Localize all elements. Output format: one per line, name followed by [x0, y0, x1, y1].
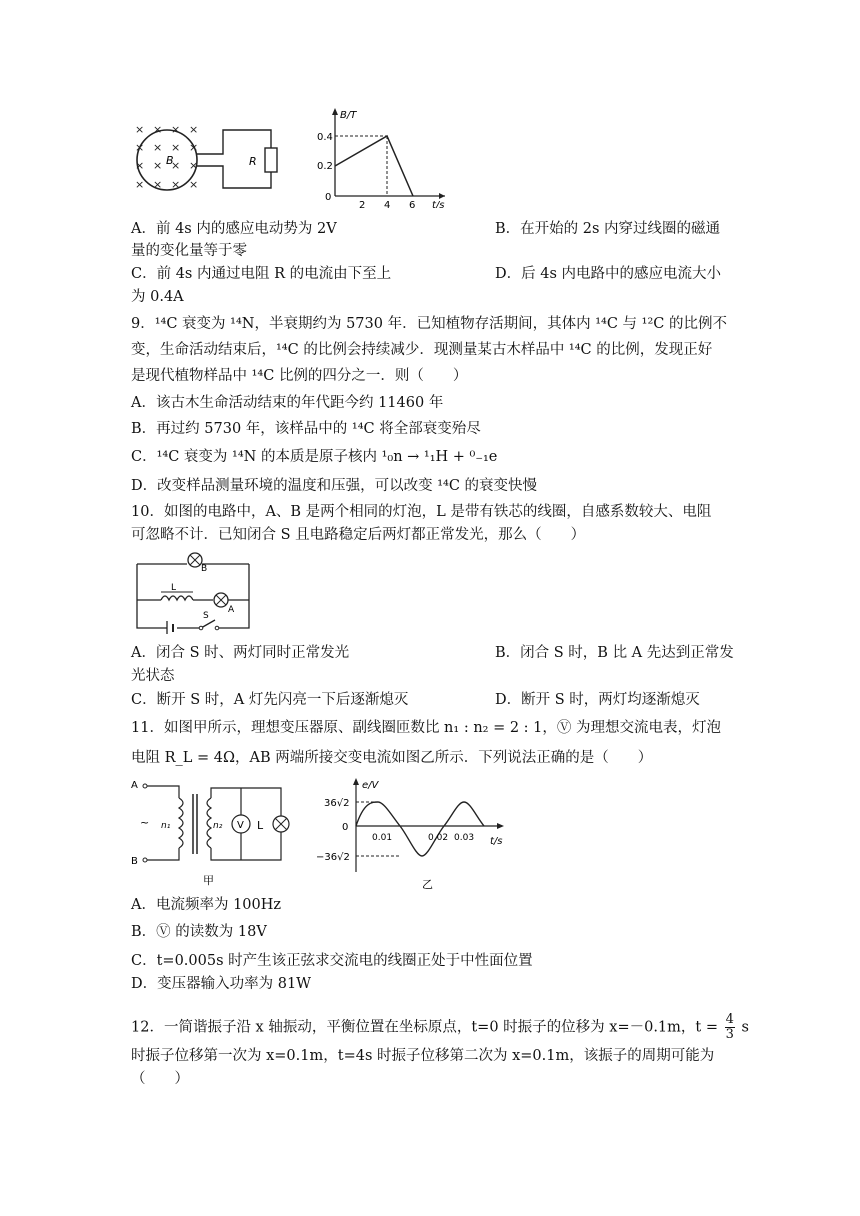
tick-0: 0	[325, 192, 332, 203]
tick-2: 2	[359, 200, 366, 208]
q8-bt-graph	[315, 104, 455, 208]
q10-option-a-line1: A．闭合 S 时、两灯同时正常发光	[131, 645, 350, 661]
svg-text:×: ×	[189, 141, 199, 154]
q11-stem-line2: 电阻 R_L = 4Ω，AB 两端所接交变电流如图乙所示．下列说法正确的是（ ）	[131, 750, 653, 766]
q8-option-b-line2: 量的变化量等于零	[131, 243, 247, 259]
svg-text:A: A	[228, 605, 235, 615]
q8-option-d-line1: D．后 4s 内电路中的感应电流大小	[495, 266, 722, 282]
caption-jia: 甲	[203, 874, 214, 887]
q10-circuit	[131, 548, 253, 634]
svg-text:V: V	[237, 820, 244, 831]
primary-coil	[179, 798, 183, 848]
coil-b-label: B	[166, 154, 174, 167]
tick-4: 4	[384, 200, 391, 208]
graph-x-axis-label: t/s	[432, 200, 445, 208]
svg-text:B: B	[131, 856, 138, 867]
coil-leads	[197, 130, 271, 188]
q12-stem-line3: （ ）	[131, 1071, 189, 1087]
svg-text:×: ×	[171, 141, 181, 154]
svg-text:×: ×	[135, 141, 145, 154]
svg-text:36√2: 36√2	[324, 798, 350, 809]
svg-text:0.01: 0.01	[372, 833, 393, 843]
b-field-line	[335, 136, 413, 196]
q10-stem-line2: 可忽略不计．已知闭合 S 且电路稳定后两灯都正常发光，那么（ ）	[131, 527, 586, 543]
svg-text:×: ×	[171, 123, 181, 136]
q10-option-c: C．断开 S 时，A 灯先闪亮一下后逐渐熄灭	[131, 692, 409, 708]
svg-text:S: S	[203, 611, 209, 621]
q11-emf-graph	[312, 776, 512, 892]
svg-text:−36√2: −36√2	[316, 852, 350, 863]
svg-text:×: ×	[153, 141, 163, 154]
q9-option-b: B．再过约 5730 年，该样品中的 ¹⁴C 将全部衰变殆尽	[131, 421, 481, 437]
svg-text:×: ×	[153, 123, 163, 136]
svg-text:×: ×	[135, 123, 145, 136]
svg-text:L: L	[171, 583, 177, 593]
svg-text:×: ×	[171, 178, 181, 191]
resistor	[265, 148, 277, 172]
q11-transformer-figure	[131, 776, 296, 888]
graph-y-axis-label: B/T	[340, 110, 357, 121]
svg-text:t/s: t/s	[490, 836, 503, 847]
resistor-label: R	[249, 155, 257, 168]
svg-text:×: ×	[189, 159, 199, 172]
svg-text:n₁: n₁	[161, 821, 171, 831]
svg-text:×: ×	[171, 159, 181, 172]
svg-text:×: ×	[189, 178, 199, 191]
svg-text:~: ~	[140, 816, 150, 829]
q12-stem-line1: 12．一简谐振子沿 x 轴振动，平衡位置在坐标原点，t=0 时振子的位移为 x=－0.1m，t = $\frac{4}{3}$ s	[131, 1012, 749, 1042]
q11-option-a: A．电流频率为 100Hz	[131, 897, 282, 913]
q10-option-d: D．断开 S 时，两灯均逐渐熄灭	[495, 692, 700, 708]
q9-stem-line1: 9．¹⁴C 衰变为 ¹⁴N，半衰期约为 5730 年．已知植物存活期间，其体内 ¹⁴C 与 ¹²C 的比例不	[131, 316, 727, 332]
svg-text:×: ×	[135, 159, 145, 172]
q11-option-b: B．Ⓥ 的读数为 18V	[131, 924, 267, 940]
svg-text:A: A	[131, 780, 138, 791]
coil-l	[161, 596, 193, 600]
q9-stem-line2: 变，生命活动结束后，¹⁴C 的比例会持续减少．现测量某古木样品中 ¹⁴C 的比例，发现正好	[131, 342, 713, 358]
q11-option-d: D．变压器输入功率为 81W	[131, 976, 312, 992]
q10-option-b: B．闭合 S 时，B 比 A 先达到正常发	[495, 645, 734, 661]
tick-0-4: 0.4	[317, 132, 333, 143]
caption-yi: 乙	[422, 878, 433, 891]
q10-option-a-line2: 光状态	[131, 668, 175, 684]
svg-text:×: ×	[153, 159, 163, 172]
tick-6: 6	[409, 200, 416, 208]
svg-text:0.02: 0.02	[428, 833, 449, 843]
svg-text:×: ×	[135, 178, 145, 191]
q8-option-c: C．前 4s 内通过电阻 R 的电流由下至上	[131, 266, 392, 282]
q9-option-a: A．该古木生命活动结束的年代距今约 11460 年	[131, 395, 444, 411]
q8-option-d-line2: 为 0.4A	[131, 289, 184, 305]
secondary-coil	[207, 798, 211, 848]
svg-text:0: 0	[342, 822, 349, 833]
q8-option-a: A．前 4s 内的感应电动势为 2V	[131, 221, 337, 237]
svg-text:B: B	[201, 564, 208, 574]
svg-text:L: L	[257, 819, 264, 832]
svg-text:×: ×	[153, 178, 163, 191]
svg-text:0.03: 0.03	[454, 833, 475, 843]
svg-text:×: ×	[189, 123, 199, 136]
svg-text:n₂: n₂	[213, 821, 223, 831]
q8-option-b-line1: B．在开始的 2s 内穿过线圈的磁通	[495, 221, 721, 237]
sine-wave	[356, 802, 484, 856]
q10-stem-line1: 10．如图的电路中，A、B 是两个相同的灯泡，L 是带有铁芯的线圈，自感系数较大、电阻	[131, 504, 712, 520]
q9-option-c: C．¹⁴C 衰变为 ¹⁴N 的本质是原子核内 ¹₀n → ¹₁H + ⁰₋₁e	[131, 449, 498, 465]
q11-option-c: C．t=0.005s 时产生该正弦求交流电的线圈正处于中性面位置	[131, 953, 533, 969]
q12-stem-line2: 时振子位移第一次为 x=0.1m，t=4s 时振子位移第二次为 x=0.1m，该振子的周期可能为	[131, 1048, 715, 1064]
q11-stem-line1: 11．如图甲所示，理想变压器原、副线圈匝数比 n₁ : n₂ = 2 : 1，Ⓥ 为理想交流电表，灯泡	[131, 720, 721, 736]
q9-stem-line3: 是现代植物样品中 ¹⁴C 比例的四分之一．则（ ）	[131, 368, 468, 384]
switch-s	[201, 620, 215, 628]
q9-option-d: D．改变样品测量环境的温度和压强，可以改变 ¹⁴C 的衰变快慢	[131, 478, 538, 494]
fraction-4-3: $\frac{4}{3}$	[725, 1012, 734, 1042]
q8-coil-figure	[131, 118, 281, 200]
tick-0-2: 0.2	[317, 161, 333, 172]
svg-text:e/V: e/V	[362, 780, 379, 791]
